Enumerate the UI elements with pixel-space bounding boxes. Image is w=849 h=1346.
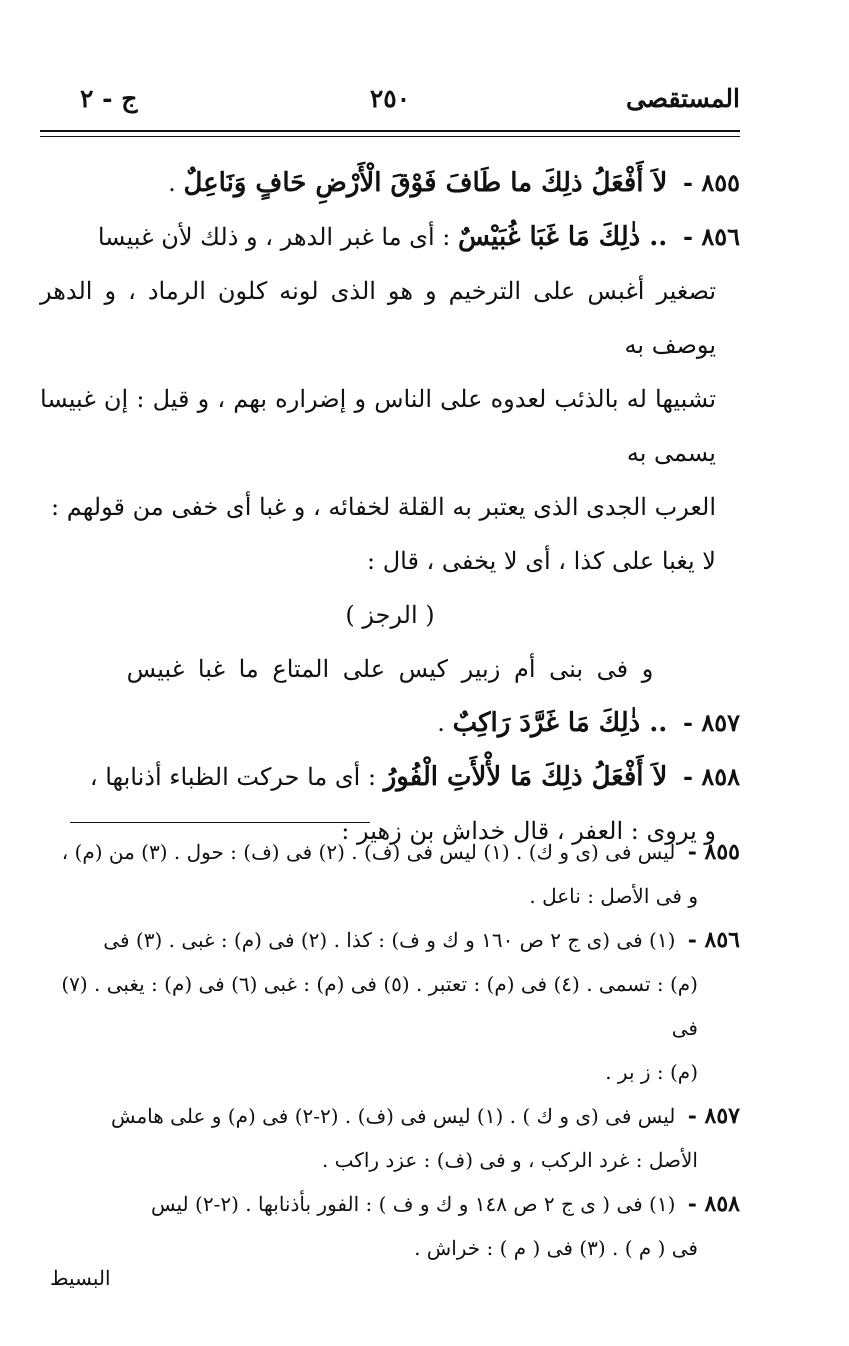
book-page [40, 70, 740, 1320]
footnote-line: و فى الأصل : ناعل . [529, 884, 698, 908]
footnote-text: ليس فى (ى و ك) . (١) ليس فى (ف) . (٢) فى (ف) : حول . (٣) من (م) ، [61, 840, 676, 864]
footnote-rule [70, 822, 370, 823]
entry-number: ٨٥٦ - [683, 222, 740, 251]
footnote-line: (م) : ز بر . [605, 1060, 698, 1084]
page-number: ٢٥٠ [369, 84, 411, 113]
footnote-857 [40, 1094, 740, 1138]
entry-text: . [168, 169, 176, 197]
entry-856-line: العرب الجدى الذى يعتبر به القلة لخفائه ، و غبا أى خفى من قولهم : [51, 493, 716, 521]
footnotes [40, 830, 740, 1270]
entry-856-line: تصغير أغبس على الترخيم و هو الذى لونه كلون الرماد ، و الدهر يوصف به [40, 277, 716, 359]
proverb-text: لاَ أَفْعَلُ ذلِكَ ما طَافَ فَوْقَ الْأَرْضِ حَافٍ وَنَاعِلٌ [183, 168, 668, 198]
catchword: البسيط [50, 1266, 111, 1290]
entry-858-line: و يروى : العفر ، قال خداش بن زهير : [341, 817, 716, 845]
footnote-856 [40, 918, 740, 962]
footnote-855 [40, 830, 740, 874]
proverb-text: .. ذٰلِكَ مَا غَرَّدَ رَاكِبٌ [452, 708, 668, 738]
entry-text: : أى ما حركت الظباء أذنابها ، [89, 763, 377, 791]
entry-text: . [437, 709, 445, 737]
header-rule-thin [40, 136, 740, 137]
entry-855 [40, 156, 740, 210]
entry-number: ٨٥٥ - [683, 168, 740, 197]
entry-856-line: تشبيها له بالذئب لعدوه على الناس و إضراره بهم ، و قيل : إن غبيسا يسمى به [40, 385, 717, 467]
entry-text: : أى ما غبر الدهر ، و ذلك لأن غبيسا [97, 223, 451, 251]
proverb-text: .. ذٰلِكَ مَا غَبَا غُبَيْسٌ [457, 222, 668, 252]
footnote-number: ٨٥٥ - [687, 839, 740, 865]
entry-856 [40, 210, 740, 264]
poem-verse: و فى بنى أم زبير كيس على المتاع ما غبا غبيس [126, 655, 654, 683]
footnote-text: (١) فى ( ى ج ٢ ص ١٤٨ و ك و ف ) : الفور بأذنابها . (٢-٢) ليس [151, 1192, 676, 1216]
proverb-text: لاَ أَفْعَلُ ذلِكَ مَا لأْلأَتِ الْفُورُ [383, 762, 668, 792]
footnote-number: ٨٥٨ - [687, 1191, 740, 1217]
poem-meter: ( الرجز ) [345, 601, 435, 629]
entry-number: ٨٥٨ - [683, 762, 740, 791]
entry-857 [40, 696, 740, 750]
footnote-text: ليس فى (ى و ك ) . (١) ليس فى (ف) . (٢-٢) فى (م) و على هامش [110, 1104, 676, 1128]
entry-858 [40, 750, 740, 804]
footnote-number: ٨٥٦ - [687, 927, 740, 953]
footnote-text: (١) فى (ى ج ٢ ص ١٦٠ و ك و ف) : كذا . (٢) فى (م) : غبى . (٣) فى [103, 928, 676, 952]
book-title: المستقصى [625, 84, 740, 113]
entry-856-line: لا يغبا على كذا ، أى لا يخفى ، قال : [366, 547, 716, 575]
footnote-line: فى ( م ) . (٣) فى ( م ) : خراش . [414, 1236, 698, 1260]
footnote-number: ٨٥٧ - [687, 1103, 740, 1129]
footnote-858 [40, 1182, 740, 1226]
page-header [40, 84, 740, 124]
entry-number: ٨٥٧ - [683, 708, 740, 737]
footnote-line: (م) : تسمى . (٤) فى (م) : تعتبر . (٥) فى (م) : غبى (٦) فى (م) : يغبى . (٧) فى [61, 972, 698, 1040]
main-text [40, 156, 740, 858]
footnote-line: الأصل : غرد الركب ، و فى (ف) : عزد راكب . [321, 1148, 698, 1172]
header-rule-thick [40, 130, 740, 132]
volume-label: ج - ٢ [80, 84, 138, 113]
